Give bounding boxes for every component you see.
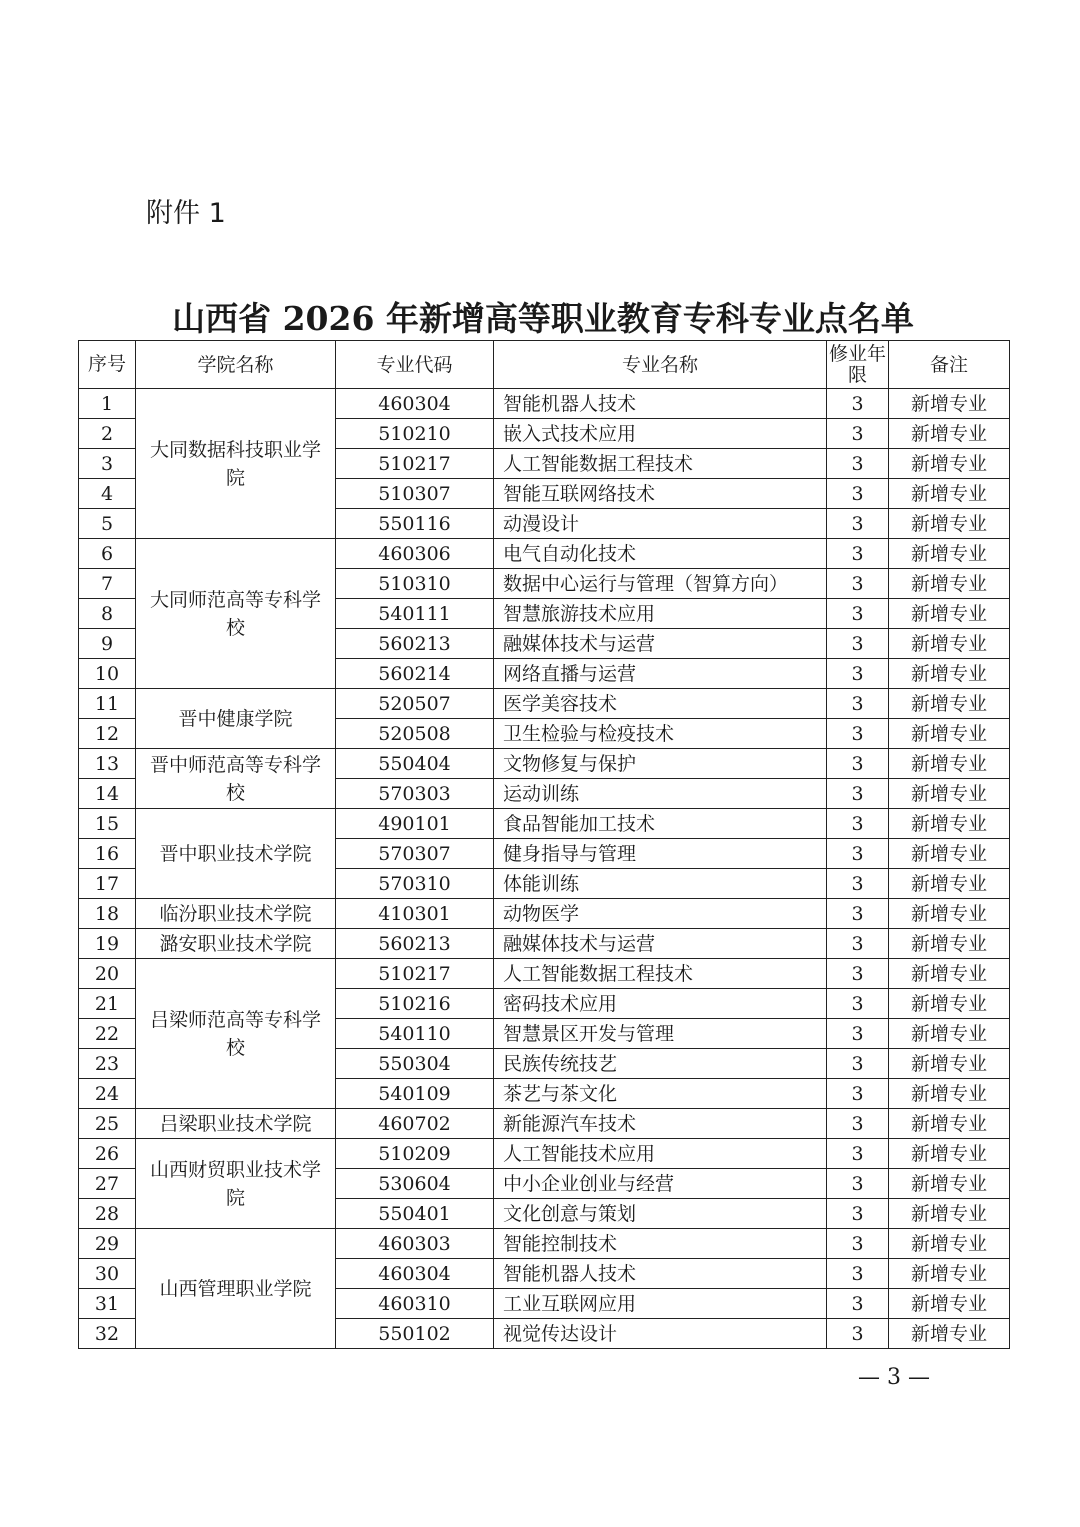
duration-cell: 3 (827, 959, 889, 989)
major-name-cell: 文化创意与策划 (494, 1199, 827, 1229)
major-code-cell: 510310 (336, 569, 494, 599)
seq-cell: 1 (79, 389, 136, 419)
major-name-cell: 人工智能数据工程技术 (494, 449, 827, 479)
table-row (79, 389, 1010, 419)
seq-cell: 5 (79, 509, 136, 539)
seq-cell: 15 (79, 809, 136, 839)
seq-cell: 7 (79, 569, 136, 599)
seq-cell: 32 (79, 1319, 136, 1349)
duration-cell: 3 (827, 1319, 889, 1349)
major-name-cell: 融媒体技术与运营 (494, 629, 827, 659)
major-code-cell: 460306 (336, 539, 494, 569)
remark-cell: 新增专业 (889, 989, 1010, 1019)
remark-cell: 新增专业 (889, 539, 1010, 569)
remark-cell: 新增专业 (889, 1049, 1010, 1079)
duration-cell: 3 (827, 659, 889, 689)
duration-cell: 3 (827, 599, 889, 629)
major-code-cell: 540111 (336, 599, 494, 629)
duration-cell: 3 (827, 479, 889, 509)
major-name-cell: 视觉传达设计 (494, 1319, 827, 1349)
seq-cell: 31 (79, 1289, 136, 1319)
duration-cell: 3 (827, 1259, 889, 1289)
major-name-cell: 智能机器人技术 (494, 389, 827, 419)
college-cell: 临汾职业技术学院 (136, 899, 336, 929)
major-code-cell: 530604 (336, 1169, 494, 1199)
major-name-cell: 人工智能数据工程技术 (494, 959, 827, 989)
duration-cell: 3 (827, 1289, 889, 1319)
header-college: 学院名称 (136, 341, 336, 389)
seq-cell: 27 (79, 1169, 136, 1199)
major-code-cell: 460303 (336, 1229, 494, 1259)
table-row (79, 1229, 1010, 1259)
major-code-cell: 410301 (336, 899, 494, 929)
attachment-label: 附件 1 (146, 198, 226, 229)
major-code-cell: 510217 (336, 959, 494, 989)
major-name-cell: 人工智能技术应用 (494, 1139, 827, 1169)
major-name-cell: 食品智能加工技术 (494, 809, 827, 839)
seq-cell: 24 (79, 1079, 136, 1109)
duration-cell: 3 (827, 1229, 889, 1259)
remark-cell: 新增专业 (889, 509, 1010, 539)
major-name-cell: 动漫设计 (494, 509, 827, 539)
seq-cell: 18 (79, 899, 136, 929)
page-number: — 3 — (858, 1365, 930, 1390)
remark-cell: 新增专业 (889, 1109, 1010, 1139)
duration-cell: 3 (827, 1049, 889, 1079)
major-code-cell: 510307 (336, 479, 494, 509)
major-name-cell: 健身指导与管理 (494, 839, 827, 869)
duration-cell: 3 (827, 929, 889, 959)
college-cell: 晋中健康学院 (136, 689, 336, 749)
college-cell: 吕梁职业技术学院 (136, 1109, 336, 1139)
major-code-cell: 460702 (336, 1109, 494, 1139)
duration-cell: 3 (827, 1019, 889, 1049)
remark-cell: 新增专业 (889, 419, 1010, 449)
remark-cell: 新增专业 (889, 449, 1010, 479)
major-name-cell: 体能训练 (494, 869, 827, 899)
table-row (79, 1139, 1010, 1169)
college-cell: 潞安职业技术学院 (136, 929, 336, 959)
major-code-cell: 510209 (336, 1139, 494, 1169)
major-code-cell: 550116 (336, 509, 494, 539)
remark-cell: 新增专业 (889, 689, 1010, 719)
seq-cell: 20 (79, 959, 136, 989)
major-code-cell: 550304 (336, 1049, 494, 1079)
major-name-cell: 智能控制技术 (494, 1229, 827, 1259)
seq-cell: 22 (79, 1019, 136, 1049)
duration-cell: 3 (827, 809, 889, 839)
table-row (79, 959, 1010, 989)
major-code-cell: 560213 (336, 929, 494, 959)
major-code-cell: 550102 (336, 1319, 494, 1349)
major-code-cell: 460304 (336, 1259, 494, 1289)
duration-cell: 3 (827, 1199, 889, 1229)
remark-cell: 新增专业 (889, 839, 1010, 869)
major-code-cell: 570310 (336, 869, 494, 899)
seq-cell: 2 (79, 419, 136, 449)
duration-cell: 3 (827, 1139, 889, 1169)
major-code-cell: 510216 (336, 989, 494, 1019)
major-name-cell: 运动训练 (494, 779, 827, 809)
seq-cell: 10 (79, 659, 136, 689)
remark-cell: 新增专业 (889, 1319, 1010, 1349)
remark-cell: 新增专业 (889, 1079, 1010, 1109)
duration-cell: 3 (827, 719, 889, 749)
major-name-cell: 电气自动化技术 (494, 539, 827, 569)
major-code-cell: 510210 (336, 419, 494, 449)
duration-cell: 3 (827, 899, 889, 929)
duration-cell: 3 (827, 689, 889, 719)
college-cell: 大同师范高等专科学校 (136, 539, 336, 689)
major-name-cell: 网络直播与运营 (494, 659, 827, 689)
duration-cell: 3 (827, 989, 889, 1019)
major-code-cell: 550404 (336, 749, 494, 779)
remark-cell: 新增专业 (889, 869, 1010, 899)
remark-cell: 新增专业 (889, 959, 1010, 989)
major-name-cell: 密码技术应用 (494, 989, 827, 1019)
duration-cell: 3 (827, 569, 889, 599)
major-code-cell: 570307 (336, 839, 494, 869)
remark-cell: 新增专业 (889, 599, 1010, 629)
major-code-cell: 520508 (336, 719, 494, 749)
header-code: 专业代码 (336, 341, 494, 389)
major-code-cell: 460304 (336, 389, 494, 419)
major-code-cell: 540109 (336, 1079, 494, 1109)
seq-cell: 8 (79, 599, 136, 629)
major-name-cell: 民族传统技艺 (494, 1049, 827, 1079)
remark-cell: 新增专业 (889, 929, 1010, 959)
header-major: 专业名称 (494, 341, 827, 389)
seq-cell: 9 (79, 629, 136, 659)
remark-cell: 新增专业 (889, 809, 1010, 839)
seq-cell: 4 (79, 479, 136, 509)
seq-cell: 26 (79, 1139, 136, 1169)
major-code-cell: 490101 (336, 809, 494, 839)
major-name-cell: 卫生检验与检疫技术 (494, 719, 827, 749)
major-name-cell: 融媒体技术与运营 (494, 929, 827, 959)
header-seq: 序号 (79, 341, 136, 389)
major-code-cell: 460310 (336, 1289, 494, 1319)
duration-cell: 3 (827, 1169, 889, 1199)
header-remark: 备注 (889, 341, 1010, 389)
major-name-cell: 智慧旅游技术应用 (494, 599, 827, 629)
seq-cell: 23 (79, 1049, 136, 1079)
college-cell: 晋中职业技术学院 (136, 809, 336, 899)
major-name-cell: 新能源汽车技术 (494, 1109, 827, 1139)
remark-cell: 新增专业 (889, 1169, 1010, 1199)
seq-cell: 28 (79, 1199, 136, 1229)
duration-cell: 3 (827, 749, 889, 779)
remark-cell: 新增专业 (889, 1229, 1010, 1259)
major-name-cell: 智能互联网络技术 (494, 479, 827, 509)
remark-cell: 新增专业 (889, 749, 1010, 779)
major-name-cell: 动物医学 (494, 899, 827, 929)
seq-cell: 12 (79, 719, 136, 749)
major-name-cell: 智能机器人技术 (494, 1259, 827, 1289)
duration-cell: 3 (827, 1109, 889, 1139)
duration-cell: 3 (827, 779, 889, 809)
header-duration: 修业年限 (827, 341, 889, 389)
duration-cell: 3 (827, 449, 889, 479)
remark-cell: 新增专业 (889, 719, 1010, 749)
remark-cell: 新增专业 (889, 1019, 1010, 1049)
seq-cell: 3 (79, 449, 136, 479)
seq-cell: 11 (79, 689, 136, 719)
table-row (79, 689, 1010, 719)
remark-cell: 新增专业 (889, 779, 1010, 809)
table-row (79, 929, 1010, 959)
seq-cell: 6 (79, 539, 136, 569)
duration-cell: 3 (827, 1079, 889, 1109)
table-row (79, 1109, 1010, 1139)
remark-cell: 新增专业 (889, 1139, 1010, 1169)
table-row (79, 749, 1010, 779)
majors-table (78, 340, 1010, 1349)
remark-cell: 新增专业 (889, 479, 1010, 509)
seq-cell: 29 (79, 1229, 136, 1259)
major-name-cell: 中小企业创业与经营 (494, 1169, 827, 1199)
table-row (79, 899, 1010, 929)
page-title: 山西省 2026 年新增高等职业教育专科专业点名单 (172, 299, 914, 338)
seq-cell: 19 (79, 929, 136, 959)
college-cell: 大同数据科技职业学院 (136, 389, 336, 539)
duration-cell: 3 (827, 419, 889, 449)
major-name-cell: 嵌入式技术应用 (494, 419, 827, 449)
table-row (79, 539, 1010, 569)
remark-cell: 新增专业 (889, 629, 1010, 659)
seq-cell: 25 (79, 1109, 136, 1139)
major-name-cell: 茶艺与茶文化 (494, 1079, 827, 1109)
seq-cell: 21 (79, 989, 136, 1019)
seq-cell: 16 (79, 839, 136, 869)
major-name-cell: 工业互联网应用 (494, 1289, 827, 1319)
college-cell: 吕梁师范高等专科学校 (136, 959, 336, 1109)
major-name-cell: 数据中心运行与管理（智算方向） (494, 569, 827, 599)
major-code-cell: 570303 (336, 779, 494, 809)
major-code-cell: 510217 (336, 449, 494, 479)
major-code-cell: 550401 (336, 1199, 494, 1229)
duration-cell: 3 (827, 839, 889, 869)
duration-cell: 3 (827, 509, 889, 539)
remark-cell: 新增专业 (889, 1289, 1010, 1319)
remark-cell: 新增专业 (889, 899, 1010, 929)
college-cell: 山西管理职业学院 (136, 1229, 336, 1349)
duration-cell: 3 (827, 629, 889, 659)
remark-cell: 新增专业 (889, 1259, 1010, 1289)
seq-cell: 17 (79, 869, 136, 899)
college-cell: 晋中师范高等专科学校 (136, 749, 336, 809)
major-code-cell: 540110 (336, 1019, 494, 1049)
duration-cell: 3 (827, 389, 889, 419)
major-name-cell: 医学美容技术 (494, 689, 827, 719)
major-code-cell: 560214 (336, 659, 494, 689)
major-code-cell: 560213 (336, 629, 494, 659)
duration-cell: 3 (827, 869, 889, 899)
remark-cell: 新增专业 (889, 1199, 1010, 1229)
seq-cell: 14 (79, 779, 136, 809)
seq-cell: 30 (79, 1259, 136, 1289)
major-name-cell: 文物修复与保护 (494, 749, 827, 779)
remark-cell: 新增专业 (889, 569, 1010, 599)
remark-cell: 新增专业 (889, 389, 1010, 419)
remark-cell: 新增专业 (889, 659, 1010, 689)
table-row (79, 809, 1010, 839)
table-header-row (79, 341, 1010, 389)
major-code-cell: 520507 (336, 689, 494, 719)
major-name-cell: 智慧景区开发与管理 (494, 1019, 827, 1049)
duration-cell: 3 (827, 539, 889, 569)
college-cell: 山西财贸职业技术学院 (136, 1139, 336, 1229)
seq-cell: 13 (79, 749, 136, 779)
